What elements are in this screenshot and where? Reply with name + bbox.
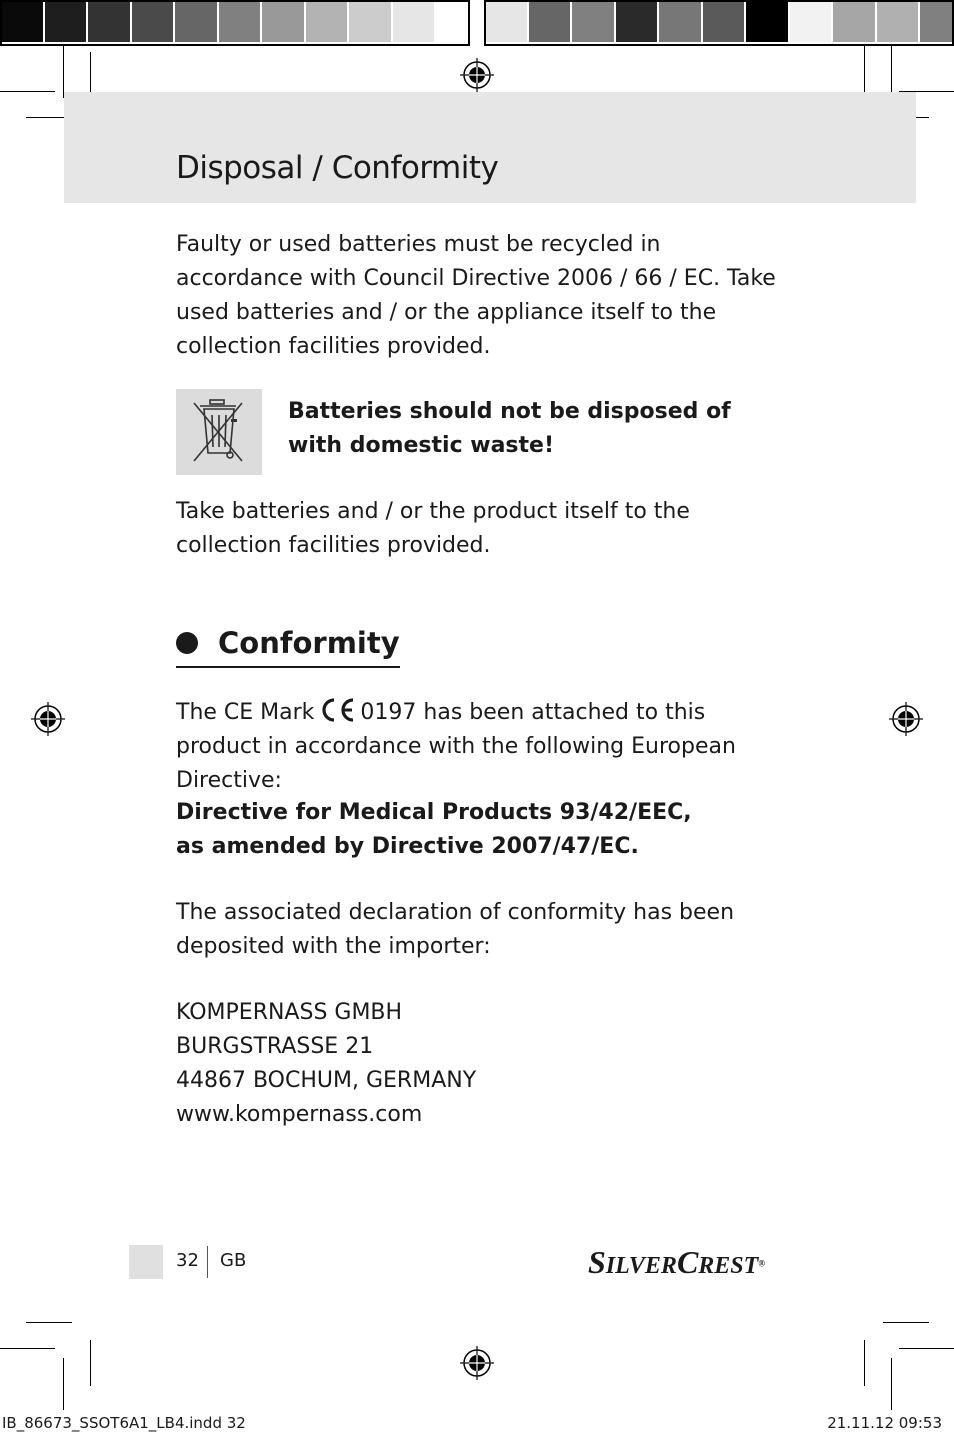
calibration-swatch (485, 2, 527, 42)
slug-date: 21.11.12 09:53 (827, 1414, 942, 1432)
crop-mark (63, 46, 64, 98)
crop-mark (26, 1322, 72, 1323)
importer-address (176, 996, 786, 1132)
crop-mark (63, 1358, 64, 1410)
calibration-swatch (349, 2, 391, 42)
registration-mark-icon (460, 1346, 494, 1380)
directive-block (176, 796, 786, 864)
page-number: 32 (176, 1250, 199, 1271)
crop-mark (891, 46, 892, 98)
battery-warning: Batteries should not be disposed of with domestic waste! (288, 399, 731, 458)
registration-mark-icon (460, 58, 494, 92)
calibration-swatch (746, 2, 788, 42)
section-heading-text: Conformity (218, 626, 400, 660)
section-heading-conformity (176, 622, 400, 668)
directive-line-1: Directive for Medical Products 93/42/EEC, (176, 800, 692, 825)
slug-filename: IB_86673_SSOT6A1_LB4.indd 32 (2, 1414, 246, 1432)
bullet-icon (176, 632, 198, 654)
address-web: www.kompernass.com (176, 1102, 423, 1127)
address-line-2: BURGSTRASSE 21 (176, 1034, 374, 1059)
language-code: GB (220, 1250, 247, 1271)
registration-mark-icon (31, 702, 65, 736)
disposal-after: Take batteries and / or the product itself to the collection facilities provided. (176, 499, 690, 558)
calibration-swatch (1, 2, 43, 42)
calibration-swatch (703, 2, 745, 42)
calibration-swatch (219, 2, 261, 42)
directive-line-2: as amended by Directive 2007/47/EC. (176, 834, 639, 859)
crossed-out-wheelie-bin-icon (176, 389, 262, 475)
footer-marker (129, 1245, 163, 1279)
calibration-bar-left (0, 0, 479, 46)
calibration-swatch (877, 2, 919, 42)
calibration-swatch (262, 2, 304, 42)
crop-mark (90, 1340, 91, 1386)
crop-mark (864, 1340, 865, 1386)
crop-mark (899, 1348, 954, 1349)
crop-mark (0, 1348, 55, 1349)
calibration-swatch (572, 2, 614, 42)
calibration-swatch (529, 2, 571, 42)
address-line-1: KOMPERNASS GMBH (176, 1000, 403, 1025)
footer-divider (207, 1246, 208, 1278)
registration-mark-icon (889, 702, 923, 736)
calibration-swatch (175, 2, 217, 42)
disposal-intro: Faulty or used batteries must be recycled in accordance with Council Directive 2006 / 66 / EC. Take used batteries and / or the appliance itself to the collection facilities provided. (176, 232, 776, 359)
ce-after: 0197 has been attached to this product in accordance with the following European Directive: (176, 700, 736, 793)
header-band (64, 92, 916, 203)
ce-mark-icon (318, 698, 356, 722)
calibration-swatch (659, 2, 701, 42)
crop-mark (883, 1322, 929, 1323)
address-line-3: 44867 BOCHUM, GERMANY (176, 1068, 477, 1093)
ce-before: The CE Mark (176, 700, 315, 725)
calibration-bar-right (484, 0, 954, 46)
calibration-swatch (45, 2, 87, 42)
brand-logo: SILVERCREST® (588, 1244, 766, 1280)
calibration-swatch (833, 2, 875, 42)
ce-paragraph (176, 696, 786, 798)
calibration-swatch (306, 2, 348, 42)
calibration-swatch (616, 2, 658, 42)
calibration-swatch (393, 2, 435, 42)
calibration-swatch (920, 2, 954, 42)
page-title: Disposal / Conformity (176, 150, 499, 186)
calibration-swatch (436, 2, 478, 42)
calibration-swatch (132, 2, 174, 42)
calibration-swatch (88, 2, 130, 42)
declaration-text: The associated declaration of conformity has been deposited with the importer: (176, 900, 735, 959)
crop-mark (0, 91, 55, 92)
crop-mark (864, 46, 865, 98)
calibration-swatch (790, 2, 832, 42)
crop-mark (891, 1358, 892, 1410)
